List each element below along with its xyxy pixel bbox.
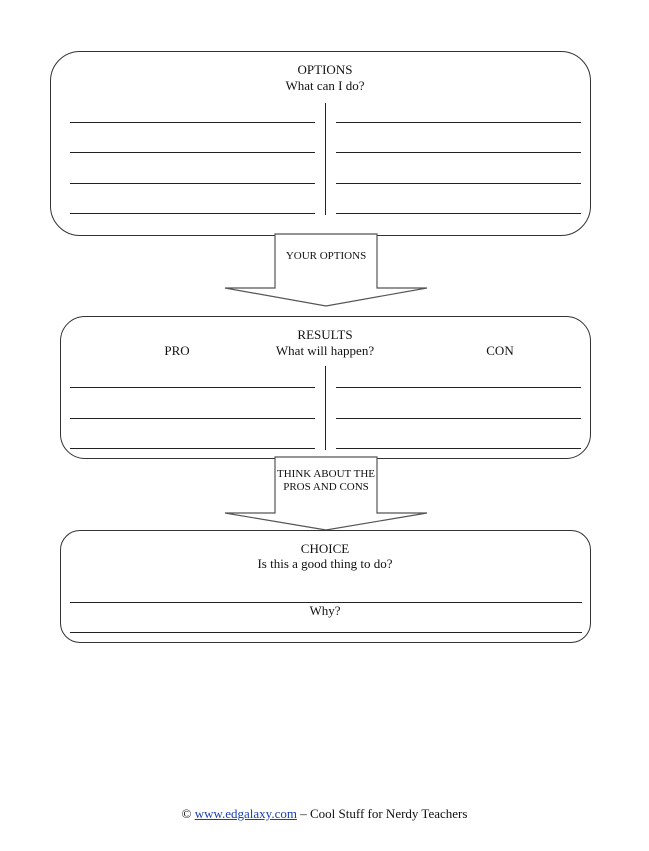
why-label: Why? [309, 603, 341, 618]
options-divider [325, 103, 326, 215]
options-right-line-4[interactable] [336, 213, 581, 214]
results-divider [325, 366, 326, 450]
results-prompt: What will happen? [275, 343, 375, 358]
arrow-label-your-options: YOUR OPTIONS [285, 250, 367, 262]
footer [0, 806, 649, 822]
arrow-label-pros-cons-line2: PROS AND CONS [283, 481, 369, 493]
choice-prompt: Is this a good thing to do? [257, 556, 393, 571]
copyright-symbol: © [181, 806, 192, 821]
pro-line-2[interactable] [70, 418, 315, 419]
choice-title: CHOICE [300, 541, 350, 556]
con-line-1[interactable] [336, 387, 581, 388]
pro-line-1[interactable] [70, 387, 315, 388]
options-right-line-3[interactable] [336, 183, 581, 184]
footer-tagline: – Cool Stuff for Nerdy Teachers [296, 806, 468, 821]
pro-line-3[interactable] [70, 448, 315, 449]
options-prompt: What can I do? [285, 78, 365, 93]
options-left-line-3[interactable] [70, 183, 315, 184]
options-right-line-1[interactable] [336, 122, 581, 123]
con-line-2[interactable] [336, 418, 581, 419]
options-left-line-2[interactable] [70, 152, 315, 153]
pro-label: PRO [164, 343, 190, 358]
con-label: CON [486, 343, 514, 358]
options-left-line-1[interactable] [70, 122, 315, 123]
con-line-3[interactable] [336, 448, 581, 449]
options-title: OPTIONS [297, 62, 353, 77]
options-right-line-2[interactable] [336, 152, 581, 153]
arrow-label-pros-cons-line1: THINK ABOUT THE [277, 468, 375, 480]
down-arrow-icon [223, 234, 429, 308]
edgalaxy-link[interactable]: www.edgalaxy.com [194, 806, 297, 821]
options-left-line-4[interactable] [70, 213, 315, 214]
results-title: RESULTS [297, 327, 353, 342]
why-answer-line[interactable] [70, 632, 582, 633]
